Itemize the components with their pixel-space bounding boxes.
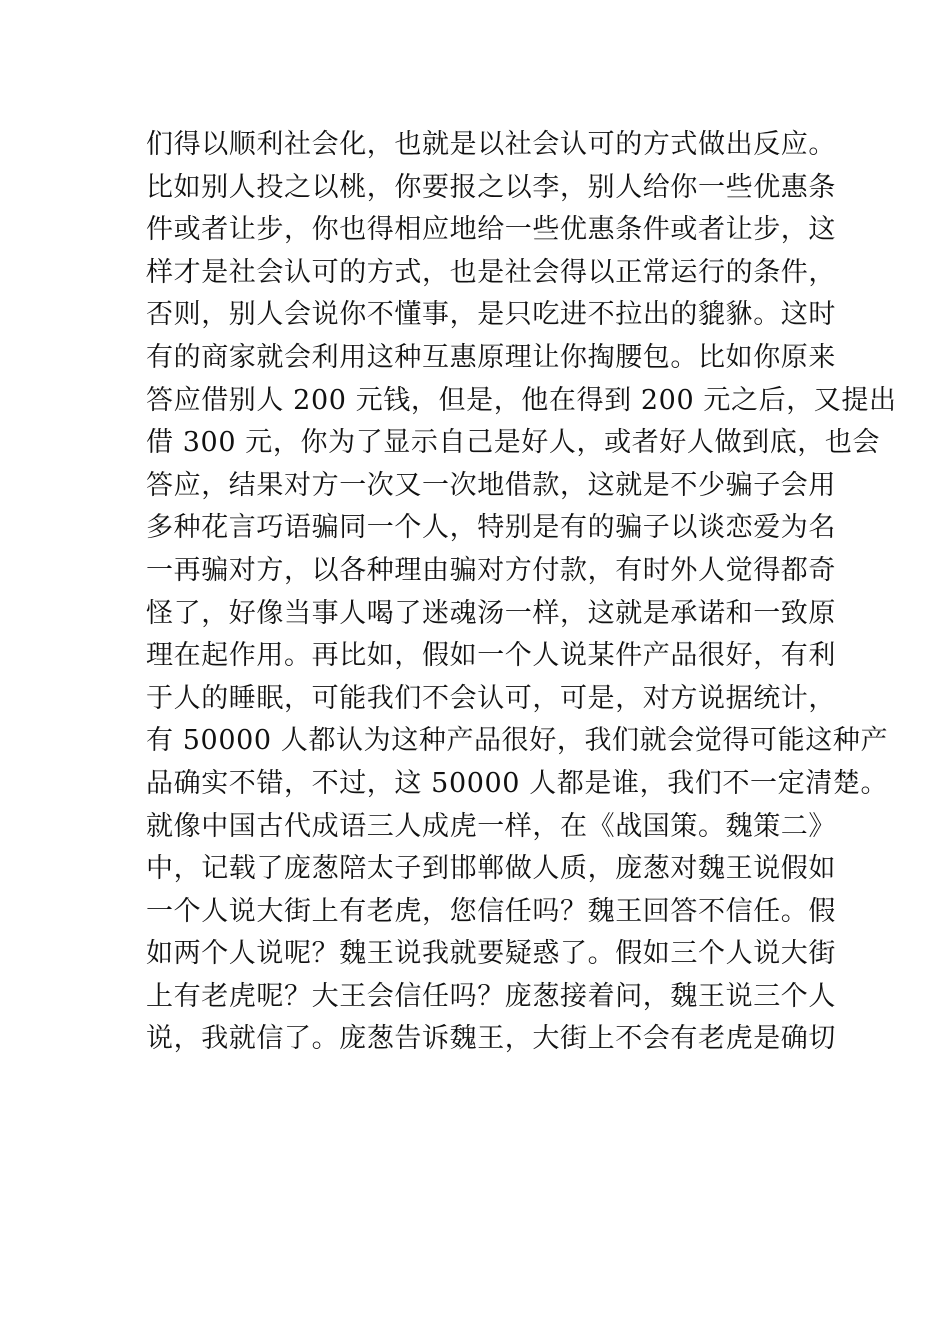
text-line: 理在起作用。再比如，假如一个人说某件产品很好，有利 bbox=[146, 640, 836, 672]
text-line: 如两个人说呢？魏王说我就要疑惑了。假如三个人说大街 bbox=[146, 938, 836, 970]
text-line: 一个人说大街上有老虎，您信任吗？魏王回答不信任。假 bbox=[146, 895, 836, 927]
text-line: 多种花言巧语骗同一个人，特别是有的骗子以谈恋爱为名 bbox=[146, 512, 836, 544]
text-line: 一再骗对方，以各种理由骗对方付款，有时外人觉得都奇 bbox=[146, 554, 836, 586]
text-line: 答应，结果对方一次又一次地借款，这就是不少骗子会用 bbox=[146, 469, 836, 501]
text-line: 就像中国古代成语三人成虎一样，在《战国策。魏策二》 bbox=[146, 810, 836, 842]
text-line: 答应借别人 200 元钱，但是，他在得到 200 元之后，又提出 bbox=[146, 384, 897, 416]
text-line: 有 50000 人都认为这种产品很好，我们就会觉得可能这种产 bbox=[146, 725, 889, 757]
text-line: 样才是社会认可的方式，也是社会得以正常运行的条件， bbox=[146, 256, 836, 288]
text-line: 借 300 元，你为了显示自己是好人，或者好人做到底，也会 bbox=[146, 427, 881, 459]
text-line: 件或者让步，你也得相应地给一些优惠条件或者让步，这 bbox=[146, 214, 836, 246]
text-line: 上有老虎呢？大王会信任吗？庞葱接着问，魏王说三个人 bbox=[146, 980, 836, 1012]
text-line: 怪了，好像当事人喝了迷魂汤一样，这就是承诺和一致原 bbox=[146, 597, 836, 629]
text-line: 有的商家就会利用这种互惠原理让你掏腰包。比如你原来 bbox=[146, 341, 836, 373]
text-line: 于人的睡眠，可能我们不会认可，可是，对方说据统计， bbox=[146, 682, 836, 714]
text-line: 说，我就信了。庞葱告诉魏王，大街上不会有老虎是确切 bbox=[146, 1023, 836, 1055]
text-line: 否则，别人会说你不懂事，是只吃进不拉出的貔貅。这时 bbox=[146, 299, 836, 331]
text-line: 比如别人投之以桃，你要报之以李，别人给你一些优惠条 bbox=[146, 171, 836, 203]
text-line: 品确实不错，不过，这 50000 人都是谁，我们不一定清楚。 bbox=[146, 767, 889, 799]
body-text bbox=[146, 124, 897, 1061]
text-line: 中，记载了庞葱陪太子到邯郸做人质，庞葱对魏王说假如 bbox=[146, 853, 836, 885]
text-line: 们得以顺利社会化，也就是以社会认可的方式做出反应。 bbox=[146, 129, 836, 160]
